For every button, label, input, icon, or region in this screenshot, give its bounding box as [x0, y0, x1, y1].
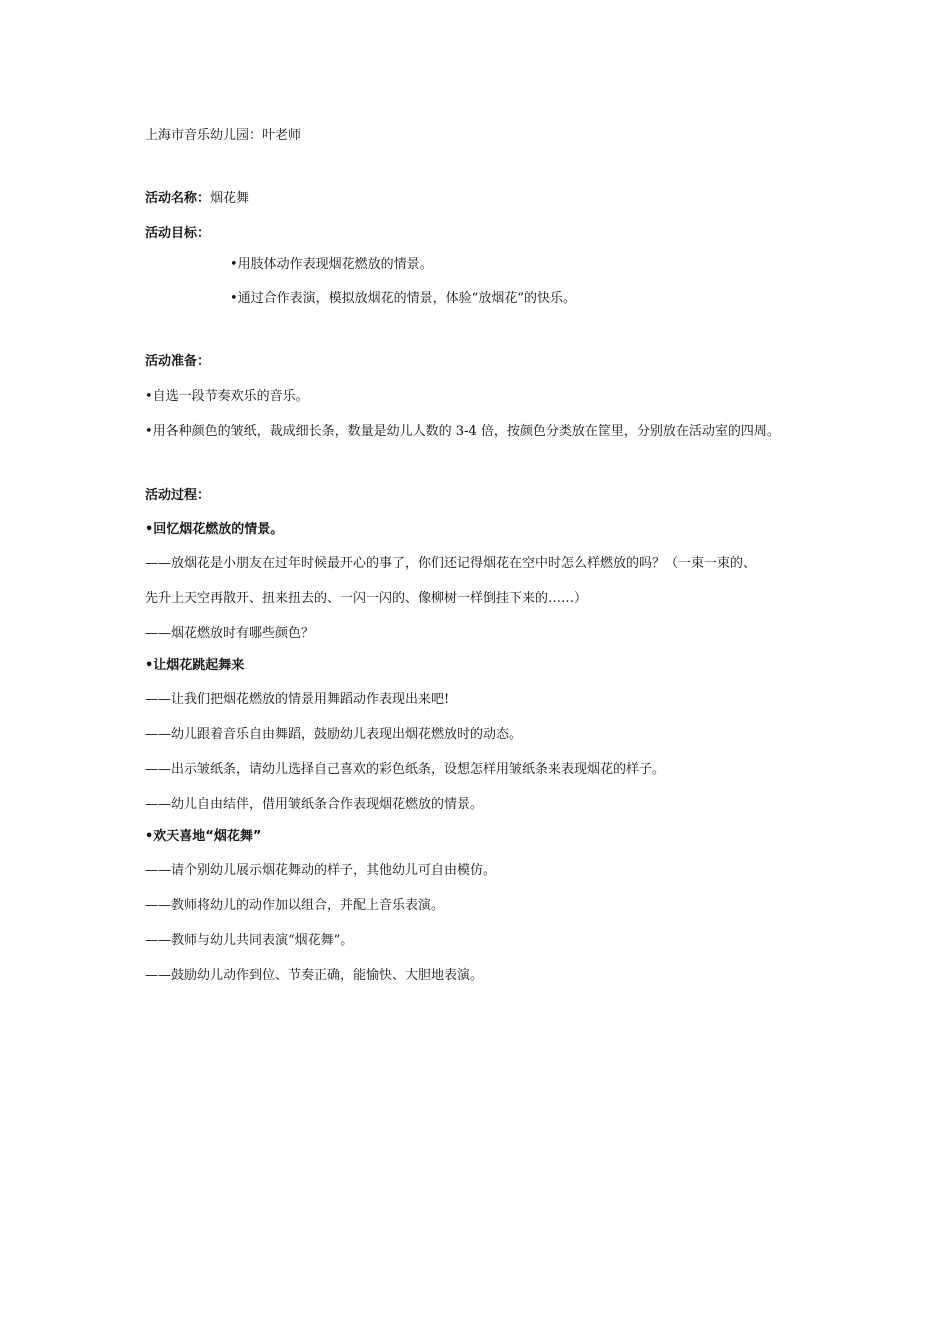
process-line: ——让我们把烟花燃放的情景用舞蹈动作表现出来吧! [145, 692, 450, 707]
process-line: 先升上天空再散开、扭来扭去的、一闪一闪的、像柳树一样倒挂下来的……） [145, 591, 588, 606]
activity-name-label: 活动名称： [145, 191, 211, 206]
activity-name-row [145, 190, 249, 208]
process-line: ——鼓励幼儿动作到位、节奏正确，能愉快、大胆地表演。 [145, 968, 484, 983]
process-line: ——教师将幼儿的动作加以组合，并配上音乐表演。 [145, 898, 445, 913]
process-line: ——幼儿自由结伴，借用皱纸条合作表现烟花燃放的情景。 [145, 797, 484, 812]
process-line: ——放烟花是小朋友在过年时候最开心的事了，你们还记得烟花在空中时怎么样燃放的吗？（一束一束的、 [145, 556, 757, 571]
process-line: ——烟花燃放时有哪些颜色？ [145, 626, 315, 641]
activity-name-value: 烟花舞 [210, 191, 250, 206]
prep-item: •自选一段节奏欢乐的音乐。 [145, 389, 309, 404]
process-line: ——幼儿跟着音乐自由舞蹈，鼓励幼儿表现出烟花燃放时的动态。 [145, 727, 523, 742]
section-heading: •回忆烟花燃放的情景。 [145, 522, 284, 537]
goals-label: 活动目标： [145, 226, 211, 241]
process-line: ——出示皱纸条，请幼儿选择自己喜欢的彩色纸条，设想怎样用皱纸条来表现烟花的样子。 [145, 762, 666, 777]
goal-item: •用肢体动作表现烟花燃放的情景。 [230, 257, 433, 272]
prep-item: •用各种颜色的皱纸，裁成细长条，数量是幼儿人数的 3-4 倍，按颜色分类放在筐里，分别放在活动室的四周。 [145, 424, 780, 439]
process-label: 活动过程： [145, 488, 211, 503]
school-teacher-line: 上海市音乐幼儿园：叶老师 [145, 128, 302, 143]
prep-label: 活动准备： [145, 354, 211, 369]
goal-item: •通过合作表演，模拟放烟花的情景，体验“放烟花”的快乐。 [230, 291, 576, 306]
section-heading: •让烟花跳起舞来 [145, 658, 245, 673]
process-line: ——请个别幼儿展示烟花舞动的样子，其他幼儿可自由模仿。 [145, 863, 497, 878]
section-heading: •欢天喜地“烟花舞” [145, 829, 262, 844]
process-line: ——教师与幼儿共同表演“烟花舞”。 [145, 933, 354, 948]
